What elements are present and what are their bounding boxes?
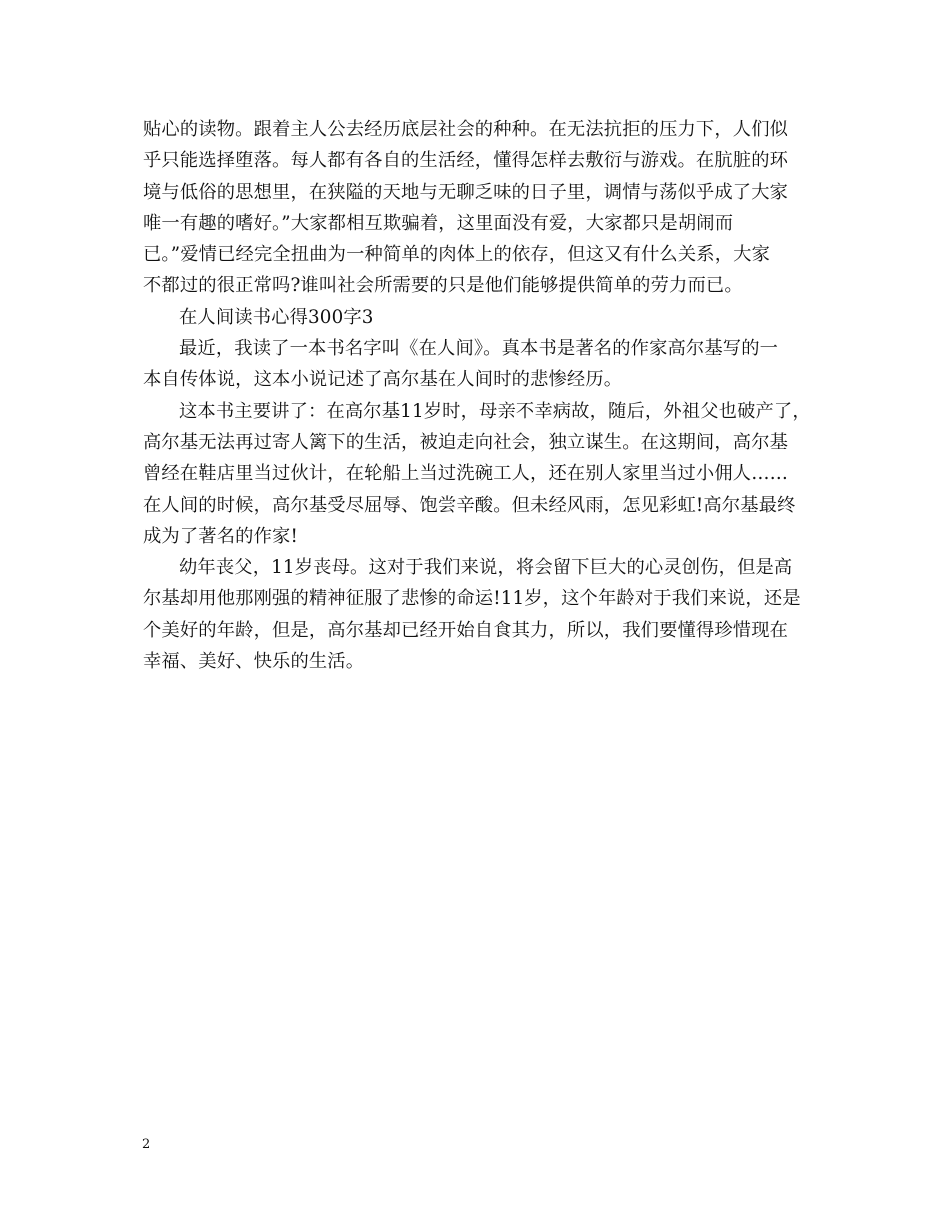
text-line: 曾经在鞋店里当过伙计，在轮船上当过洗碗工人，还在别人家里当过小佣人…… [143, 463, 789, 485]
section-heading: 在人间读书心得300字3 [179, 306, 374, 328]
text-line: 境与低俗的思想里，在狭隘的天地与无聊乏味的日子里，调情与荡似乎成了大家 [143, 181, 789, 203]
text-line: 不都过的很正常吗?谁叫社会所需要的只是他们能够提供简单的劳力而已。 [143, 275, 743, 297]
text-line: 这本书主要讲了：在高尔基11岁时，母亲不幸病故，随后，外祖父也破产了， [179, 400, 811, 422]
body-text [143, 114, 811, 677]
text-line: 唯一有趣的嗜好。”大家都相互欺骗着，这里面没有爱，大家都只是胡闹而 [143, 212, 734, 234]
text-line: 在人间的时候，高尔基受尽屈辱、饱尝辛酸。但未经风雨，怎见彩虹!高尔基最终 [143, 494, 796, 516]
text-line: 本自传体说，这本小说记述了高尔基在人间时的悲惨经历。 [143, 369, 623, 391]
text-line: 尔基却用他那刚强的精神征服了悲惨的命运!11岁，这个年龄对于我们来说，还是 [143, 588, 801, 610]
text-line: 成为了著名的作家! [143, 525, 298, 547]
text-line: 个美好的年龄，但是，高尔基却已经开始自食其力，所以，我们要懂得珍惜现在 [143, 619, 789, 641]
text-line: 幼年丧父，11岁丧母。这对于我们来说，将会留下巨大的心灵创伤，但是高 [179, 557, 793, 579]
page-number: 2 [142, 1137, 151, 1152]
text-line: 贴心的读物。跟着主人公去经历底层社会的种种。在无法抗拒的压力下，人们似 [143, 119, 789, 140]
text-line: 已。”爱情已经完全扭曲为一种简单的肉体上的依存，但这又有什么关系，大家 [143, 244, 771, 266]
text-line: 幸福、美好、快乐的生活。 [143, 651, 365, 673]
text-line: 最近，我读了一本书名字叫《在人间》。真本书是著名的作家高尔基写的一 [179, 338, 779, 360]
text-line: 高尔基无法再过寄人篱下的生活，被迫走向社会，独立谋生。在这期间，高尔基 [143, 431, 789, 453]
text-line: 乎只能选择堕落。每人都有各自的生活经，懂得怎样去敷衍与游戏。在肮脏的环 [143, 150, 789, 172]
